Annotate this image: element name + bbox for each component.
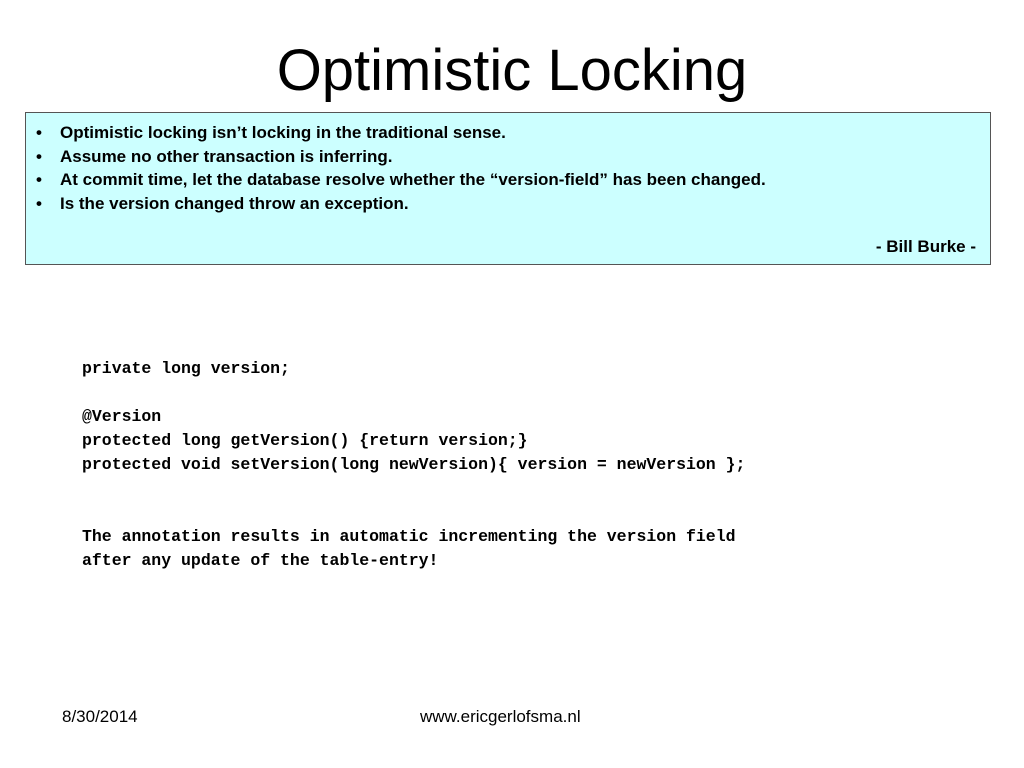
bullet-item: [34, 121, 976, 145]
code-line: [82, 381, 745, 405]
code-line: after any update of the table-entry!: [82, 551, 439, 570]
quote-box: [25, 112, 991, 265]
bullet-icon: •: [36, 123, 42, 142]
bullet-icon: •: [36, 146, 42, 166]
bullet-text: Is the version changed throw an exception.: [60, 193, 409, 213]
bullet-icon: •: [36, 193, 42, 213]
bullet-text: Assume no other transaction is inferring.: [60, 146, 393, 166]
code-line: The annotation results in automatic incrementing the version field: [82, 527, 736, 546]
code-line: private long version;: [82, 359, 290, 378]
bullet-text: Optimistic locking isn’t locking in the traditional sense.: [60, 123, 506, 142]
bullet-text: At commit time, let the database resolve whether the “version-field” has been changed.: [60, 170, 766, 189]
quote-attribution: - Bill Burke -: [875, 237, 976, 256]
code-line: [82, 477, 745, 501]
code-line: protected long getVersion() {return version;}: [82, 431, 528, 450]
code-line: @Version: [82, 407, 162, 426]
footer-url[interactable]: www.ericgerlofsma.nl: [420, 707, 581, 726]
bullet-list: [34, 121, 976, 215]
bullet-icon: •: [36, 170, 42, 189]
code-line: [82, 501, 745, 525]
slide-title: Optimistic Locking: [276, 38, 748, 103]
bullet-item: [34, 168, 976, 192]
code-block: [82, 357, 745, 573]
bullet-item: [34, 192, 976, 216]
code-line: protected void setVersion(long newVersion){ version = newVersion };: [82, 455, 746, 474]
bullet-item: [34, 145, 976, 169]
footer-date: 8/30/2014: [62, 707, 138, 726]
